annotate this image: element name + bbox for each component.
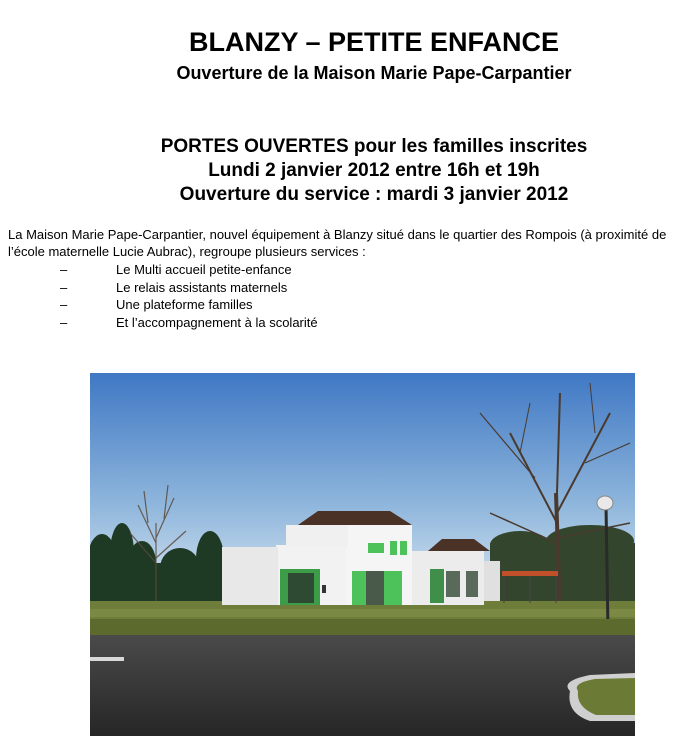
building-photo — [90, 373, 635, 736]
announcement-open-house: PORTES OUVERTES pour les familles inscrites — [160, 136, 588, 157]
intro-paragraph: La Maison Marie Pape-Carpantier, nouvel équipement à Blanzy situé dans le quartier des Rompois (à proximité de l’école maternelle Lucie Aubrac), regroupe plusieurs services : — [8, 227, 667, 259]
service-label: Le Multi accueil petite-enfance — [116, 262, 292, 277]
road — [90, 635, 635, 736]
list-item — [60, 279, 318, 297]
list-item — [60, 261, 318, 279]
services-list — [60, 261, 318, 331]
page-subtitle: Ouverture de la Maison Marie Pape-Carpantier — [176, 63, 572, 83]
page-title: BLANZY – PETITE ENFANCE — [188, 27, 560, 57]
announcement-service-opening: Ouverture du service : mardi 3 janvier 2012 — [179, 184, 569, 205]
bullet-dash: – — [60, 262, 68, 277]
bullet-dash: – — [60, 297, 68, 312]
service-label: Le relais assistants maternels — [116, 279, 288, 295]
list-item — [60, 314, 318, 332]
list-item — [60, 296, 318, 314]
service-label: Une plateforme familles — [116, 297, 253, 312]
bullet-dash: – — [60, 314, 68, 330]
service-label: Et l’accompagnement à la scolarité — [116, 314, 318, 330]
curb-grass — [568, 673, 636, 721]
announcement-date: Lundi 2 janvier 2012 entre 16h et 19h — [208, 160, 540, 181]
bullet-dash: – — [60, 279, 68, 295]
announcement-block — [0, 135, 700, 207]
